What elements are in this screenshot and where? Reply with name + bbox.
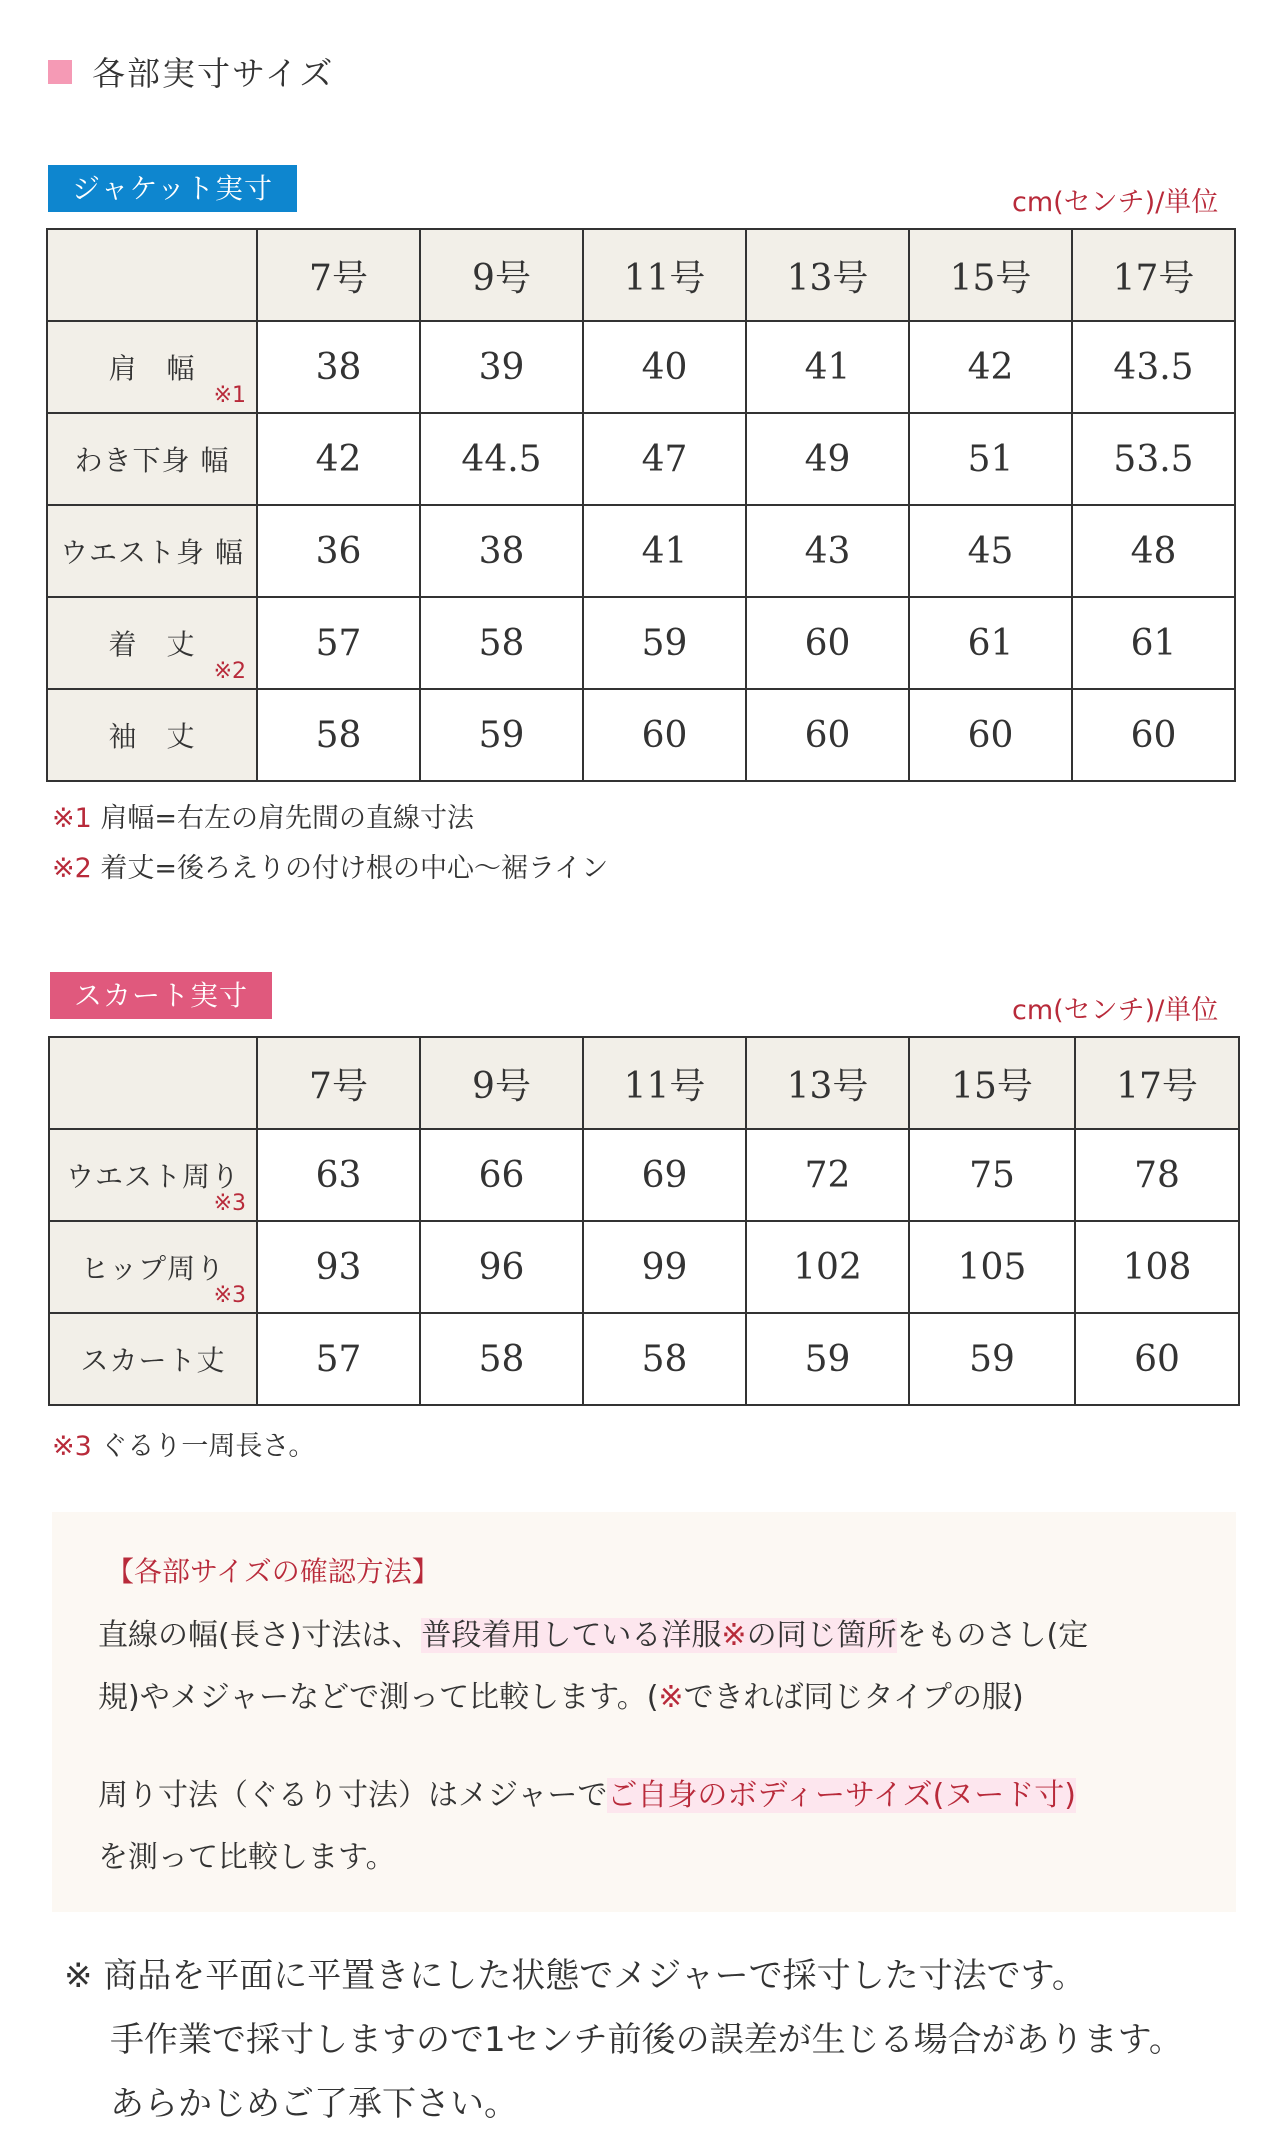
column-header: 7号 bbox=[257, 1037, 420, 1129]
column-header: 7号 bbox=[257, 229, 420, 321]
table-cell: 96 bbox=[420, 1221, 583, 1313]
table-cell: 60 bbox=[746, 689, 909, 781]
table-cell: 60 bbox=[746, 597, 909, 689]
footnote-mark: ※3 bbox=[213, 1191, 246, 1216]
table-corner-cell bbox=[47, 229, 257, 321]
table-cell: 108 bbox=[1075, 1221, 1239, 1313]
column-header: 17号 bbox=[1072, 229, 1235, 321]
column-header: 15号 bbox=[909, 1037, 1075, 1129]
column-header: 11号 bbox=[583, 229, 746, 321]
size-check-info-box bbox=[52, 1512, 1236, 1912]
skirt-size-table bbox=[48, 1036, 1240, 1406]
row-label: わき下身 幅 bbox=[47, 413, 257, 505]
jacket-note-2: ※2 着丈=後ろえりの付け根の中心～裾ライン bbox=[52, 853, 609, 884]
table-cell: 58 bbox=[420, 597, 583, 689]
table-row bbox=[49, 1313, 1239, 1405]
table-cell: 60 bbox=[1072, 689, 1235, 781]
table-cell: 41 bbox=[746, 321, 909, 413]
row-label: ヒップ周り ※3 bbox=[49, 1221, 257, 1313]
table-cell: 75 bbox=[909, 1129, 1075, 1221]
table-cell: 61 bbox=[909, 597, 1072, 689]
table-cell: 43 bbox=[746, 505, 909, 597]
column-header: 15号 bbox=[909, 229, 1072, 321]
table-cell: 42 bbox=[909, 321, 1072, 413]
table-header-row bbox=[49, 1037, 1239, 1129]
info-paragraph-1-line-1: 直線の幅(長さ)寸法は、普段着用している洋服※の同じ箇所をものさし(定 bbox=[98, 1618, 1089, 1653]
row-label: ウエスト身 幅 bbox=[47, 505, 257, 597]
table-cell: 58 bbox=[257, 689, 420, 781]
jacket-size-table bbox=[46, 228, 1236, 782]
footer-line-2: 手作業で採寸しますので1センチ前後の誤差が生じる場合があります。 bbox=[110, 2020, 1183, 2060]
table-cell: 60 bbox=[909, 689, 1072, 781]
table-cell: 47 bbox=[583, 413, 746, 505]
table-cell: 48 bbox=[1072, 505, 1235, 597]
table-cell: 51 bbox=[909, 413, 1072, 505]
table-cell: 60 bbox=[583, 689, 746, 781]
footnote-mark: ※1 bbox=[213, 383, 246, 408]
table-header-row bbox=[47, 229, 1235, 321]
table-corner-cell bbox=[49, 1037, 257, 1129]
table-cell: 36 bbox=[257, 505, 420, 597]
info-paragraph-2-line-2: を測って比較します。 bbox=[98, 1840, 396, 1875]
table-cell: 99 bbox=[583, 1221, 746, 1313]
info-heading: 【各部サイズの確認方法】 bbox=[106, 1555, 440, 1588]
table-cell: 63 bbox=[257, 1129, 420, 1221]
table-row bbox=[47, 689, 1235, 781]
table-cell: 78 bbox=[1075, 1129, 1239, 1221]
info-paragraph-2-line-1: 周り寸法（ぐるり寸法）はメジャーでご自身のボディーサイズ(ヌード寸) bbox=[98, 1778, 1077, 1813]
page-title: 各部実寸サイズ bbox=[92, 54, 335, 93]
table-cell: 58 bbox=[583, 1313, 746, 1405]
table-cell: 57 bbox=[257, 597, 420, 689]
table-cell: 102 bbox=[746, 1221, 909, 1313]
table-cell: 60 bbox=[1075, 1313, 1239, 1405]
section-heading bbox=[48, 48, 334, 95]
table-cell: 66 bbox=[420, 1129, 583, 1221]
column-header: 13号 bbox=[746, 1037, 909, 1129]
table-cell: 42 bbox=[257, 413, 420, 505]
skirt-table-label: スカート実寸 bbox=[50, 972, 272, 1019]
skirt-note: ※3 ぐるり一周長さ。 bbox=[52, 1431, 316, 1462]
table-cell: 72 bbox=[746, 1129, 909, 1221]
table-row bbox=[47, 413, 1235, 505]
column-header: 9号 bbox=[420, 1037, 583, 1129]
table-cell: 61 bbox=[1072, 597, 1235, 689]
row-label: ウエスト周り ※3 bbox=[49, 1129, 257, 1221]
table-row bbox=[47, 597, 1235, 689]
table-cell: 57 bbox=[257, 1313, 420, 1405]
table-cell: 69 bbox=[583, 1129, 746, 1221]
row-label: 着 丈 ※2 bbox=[47, 597, 257, 689]
row-label: 肩 幅 ※1 bbox=[47, 321, 257, 413]
table-cell: 59 bbox=[909, 1313, 1075, 1405]
row-label: スカート丈 bbox=[49, 1313, 257, 1405]
jacket-table-label: ジャケット実寸 bbox=[48, 165, 297, 212]
table-cell: 58 bbox=[420, 1313, 583, 1405]
jacket-note-1: ※1 肩幅=右左の肩先間の直線寸法 bbox=[52, 803, 475, 834]
table-cell: 39 bbox=[420, 321, 583, 413]
table-cell: 40 bbox=[583, 321, 746, 413]
table-row bbox=[47, 321, 1235, 413]
footnote-mark: ※3 bbox=[213, 1283, 246, 1308]
table-row bbox=[49, 1221, 1239, 1313]
table-cell: 45 bbox=[909, 505, 1072, 597]
column-header: 9号 bbox=[420, 229, 583, 321]
table-cell: 49 bbox=[746, 413, 909, 505]
table-cell: 43.5 bbox=[1072, 321, 1235, 413]
table-cell: 59 bbox=[746, 1313, 909, 1405]
table-cell: 59 bbox=[583, 597, 746, 689]
column-header: 13号 bbox=[746, 229, 909, 321]
info-paragraph-1-line-2: 規)やメジャーなどで測って比較します。(※できれば同じタイプの服) bbox=[98, 1680, 1024, 1715]
table-cell: 105 bbox=[909, 1221, 1075, 1313]
table-cell: 53.5 bbox=[1072, 413, 1235, 505]
table-cell: 44.5 bbox=[420, 413, 583, 505]
column-header: 17号 bbox=[1075, 1037, 1239, 1129]
heading-square-icon bbox=[48, 60, 72, 84]
skirt-unit-label: cm(センチ)/単位 bbox=[1012, 995, 1219, 1026]
table-row bbox=[47, 505, 1235, 597]
row-label: 袖 丈 bbox=[47, 689, 257, 781]
jacket-unit-label: cm(センチ)/単位 bbox=[1012, 187, 1219, 218]
table-cell: 93 bbox=[257, 1221, 420, 1313]
table-cell: 38 bbox=[257, 321, 420, 413]
table-row bbox=[49, 1129, 1239, 1221]
footer-line-1: ※ 商品を平面に平置きにした状態でメジャーで採寸した寸法です。 bbox=[64, 1956, 1086, 1996]
footer-line-3: あらかじめご了承下さい。 bbox=[110, 2084, 518, 2124]
table-cell: 59 bbox=[420, 689, 583, 781]
table-cell: 38 bbox=[420, 505, 583, 597]
column-header: 11号 bbox=[583, 1037, 746, 1129]
table-cell: 41 bbox=[583, 505, 746, 597]
footnote-mark: ※2 bbox=[213, 659, 246, 684]
